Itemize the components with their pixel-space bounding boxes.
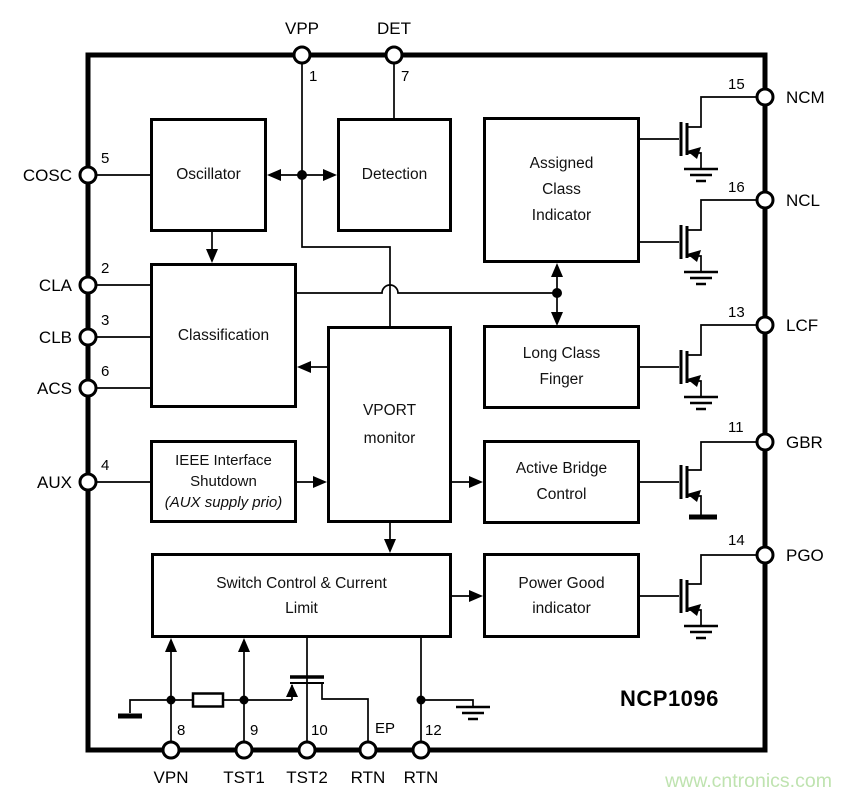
block-label: Oscillator: [176, 166, 241, 183]
pin-label-ncl: NCL: [786, 191, 821, 210]
block-label: Limit: [285, 599, 318, 617]
pin-label-lcf: LCF: [786, 316, 819, 335]
junction-class-bus: [552, 288, 562, 298]
block-oscillator: [150, 118, 267, 232]
pin-number-pgo: 14: [728, 532, 745, 549]
arrow-into-classification-right: [297, 361, 311, 373]
pin-label-clb: CLB: [38, 328, 72, 347]
pin-circle-rtn: [413, 742, 429, 758]
block-label: indicator: [532, 599, 591, 617]
pin-circle-ncl: [757, 192, 773, 208]
arrow-into-long-class-finger: [551, 312, 563, 326]
pin-number-rtn-ep: EP: [375, 720, 396, 737]
arrow-into-power-good: [469, 590, 483, 602]
watermark: www.cntronics.com: [665, 770, 832, 792]
block-label: Detection: [361, 166, 428, 183]
pin-circle-gbr: [757, 434, 773, 450]
pin-circle-acs: [80, 380, 96, 396]
block-power-good-indicator: [483, 553, 640, 638]
pin-number-lcf: 13: [728, 304, 745, 321]
pin-label-vpp: VPP: [284, 19, 320, 38]
block-label: Finger: [539, 371, 584, 388]
junction-rtn: [417, 696, 426, 705]
junction-vpn: [167, 696, 176, 705]
pin-number-tst1: 9: [250, 722, 259, 739]
arrow-vpn-up: [165, 638, 177, 652]
mosfet-ncl: [640, 200, 757, 272]
block-label: Classification: [177, 326, 270, 344]
junction-vpp: [297, 170, 307, 180]
pin-circle-aux: [80, 474, 96, 490]
arrow-into-detection: [323, 169, 337, 181]
pin-circle-cla: [80, 277, 96, 293]
pin-label-gbr: GBR: [786, 433, 823, 452]
pin-number-vpn: 8: [177, 722, 186, 739]
mosfet-gbr: [640, 442, 757, 515]
pin-circle-cosc: [80, 167, 96, 183]
block-label: Control: [536, 486, 587, 503]
arrow-into-oscillator: [267, 169, 281, 181]
pin-circle-ncm: [757, 89, 773, 105]
resistor: [193, 694, 223, 707]
pin-label-rtn-ep: RTN: [350, 768, 386, 787]
block-assigned-class-indicator: [483, 117, 640, 263]
block-switch-control-current-limit: [151, 553, 452, 638]
block-label: Shutdown: [190, 473, 257, 490]
pin-number-vpp: 1: [309, 68, 318, 85]
mosfet-lcf: [640, 325, 757, 397]
pin-circle-lcf: [757, 317, 773, 333]
pin-number-rtn: 12: [425, 722, 442, 739]
wire-vpn-gnd: [130, 700, 171, 713]
pin-circle-det: [386, 47, 402, 63]
pin-number-gbr: 11: [728, 419, 744, 436]
block-ieee-interface-shutdown: [150, 440, 297, 523]
pin-label-pgo: PGO: [786, 546, 824, 565]
pin-label-cla: CLA: [38, 276, 72, 295]
pin-number-aux: 4: [101, 457, 110, 474]
arrow-into-switch-control: [384, 539, 396, 553]
block-label: IEEE Interface: [175, 452, 272, 469]
pin-number-ncl: 16: [728, 179, 745, 196]
mosfet-ncm: [640, 97, 757, 169]
block-classification: [150, 263, 297, 408]
pin-number-det: 7: [401, 68, 410, 85]
pin-label-aux: AUX: [37, 473, 72, 492]
pin-label-cosc: COSC: [22, 166, 72, 185]
pin-label-acs: ACS: [37, 379, 72, 398]
pin-circle-rtn-ep: [360, 742, 376, 758]
pin-circle-vpn: [163, 742, 179, 758]
block-label: monitor: [363, 429, 416, 447]
block-active-bridge-control: [483, 440, 640, 524]
pin-number-clb: 3: [101, 312, 110, 329]
pin-circle-pgo: [757, 547, 773, 563]
pin-number-cosc: 5: [101, 150, 110, 167]
pin-circle-tst2: [299, 742, 315, 758]
pin-circle-clb: [80, 329, 96, 345]
arrow-tst1-up: [238, 638, 250, 652]
pin-label-det: DET: [377, 19, 411, 38]
pin-label-ncm: NCM: [786, 88, 825, 107]
pin-label-tst1: TST1: [223, 768, 265, 787]
wire-class-bus: [297, 285, 557, 293]
ground-pgo: [684, 626, 718, 638]
junction-tst1: [240, 696, 249, 705]
block-label: Assigned: [529, 155, 594, 172]
pin-number-acs: 6: [101, 363, 110, 380]
pin-circle-vpp: [294, 47, 310, 63]
block-label: VPORT: [362, 401, 417, 419]
mosfet-pgo: [640, 555, 757, 626]
ground-ncl: [684, 272, 718, 284]
block-detection: [337, 118, 452, 232]
block-label: Switch Control & Current: [216, 574, 387, 592]
arrow-into-active-bridge: [469, 476, 483, 488]
part-number: NCP1096: [620, 686, 719, 711]
block-label: Power Good: [518, 574, 605, 592]
ground-lcf: [684, 397, 718, 409]
ground-rtn: [456, 707, 490, 719]
pin-label-vpn: VPN: [153, 768, 189, 787]
pin-label-tst2: TST2: [286, 768, 328, 787]
ground-ncm: [684, 169, 718, 181]
arrow-into-classification-top: [206, 249, 218, 263]
block-label: (AUX supply prio): [164, 494, 283, 511]
block-label: Active Bridge: [515, 460, 608, 477]
block-vport-monitor: [327, 326, 452, 523]
pin-number-tst2: 10: [311, 722, 328, 739]
pin-number-ncm: 15: [728, 76, 745, 93]
block-label: Class: [542, 181, 581, 198]
pin-circle-tst1: [236, 742, 252, 758]
arrow-into-vport: [313, 476, 327, 488]
pin-label-rtn: RTN: [403, 768, 439, 787]
block-long-class-finger: [483, 325, 640, 409]
pin-number-cla: 2: [101, 260, 110, 277]
arrow-into-assigned-class: [551, 263, 563, 277]
wire-rtn-gnd: [421, 700, 473, 706]
block-label: Long Class: [522, 345, 601, 362]
block-label: Indicator: [531, 207, 592, 224]
